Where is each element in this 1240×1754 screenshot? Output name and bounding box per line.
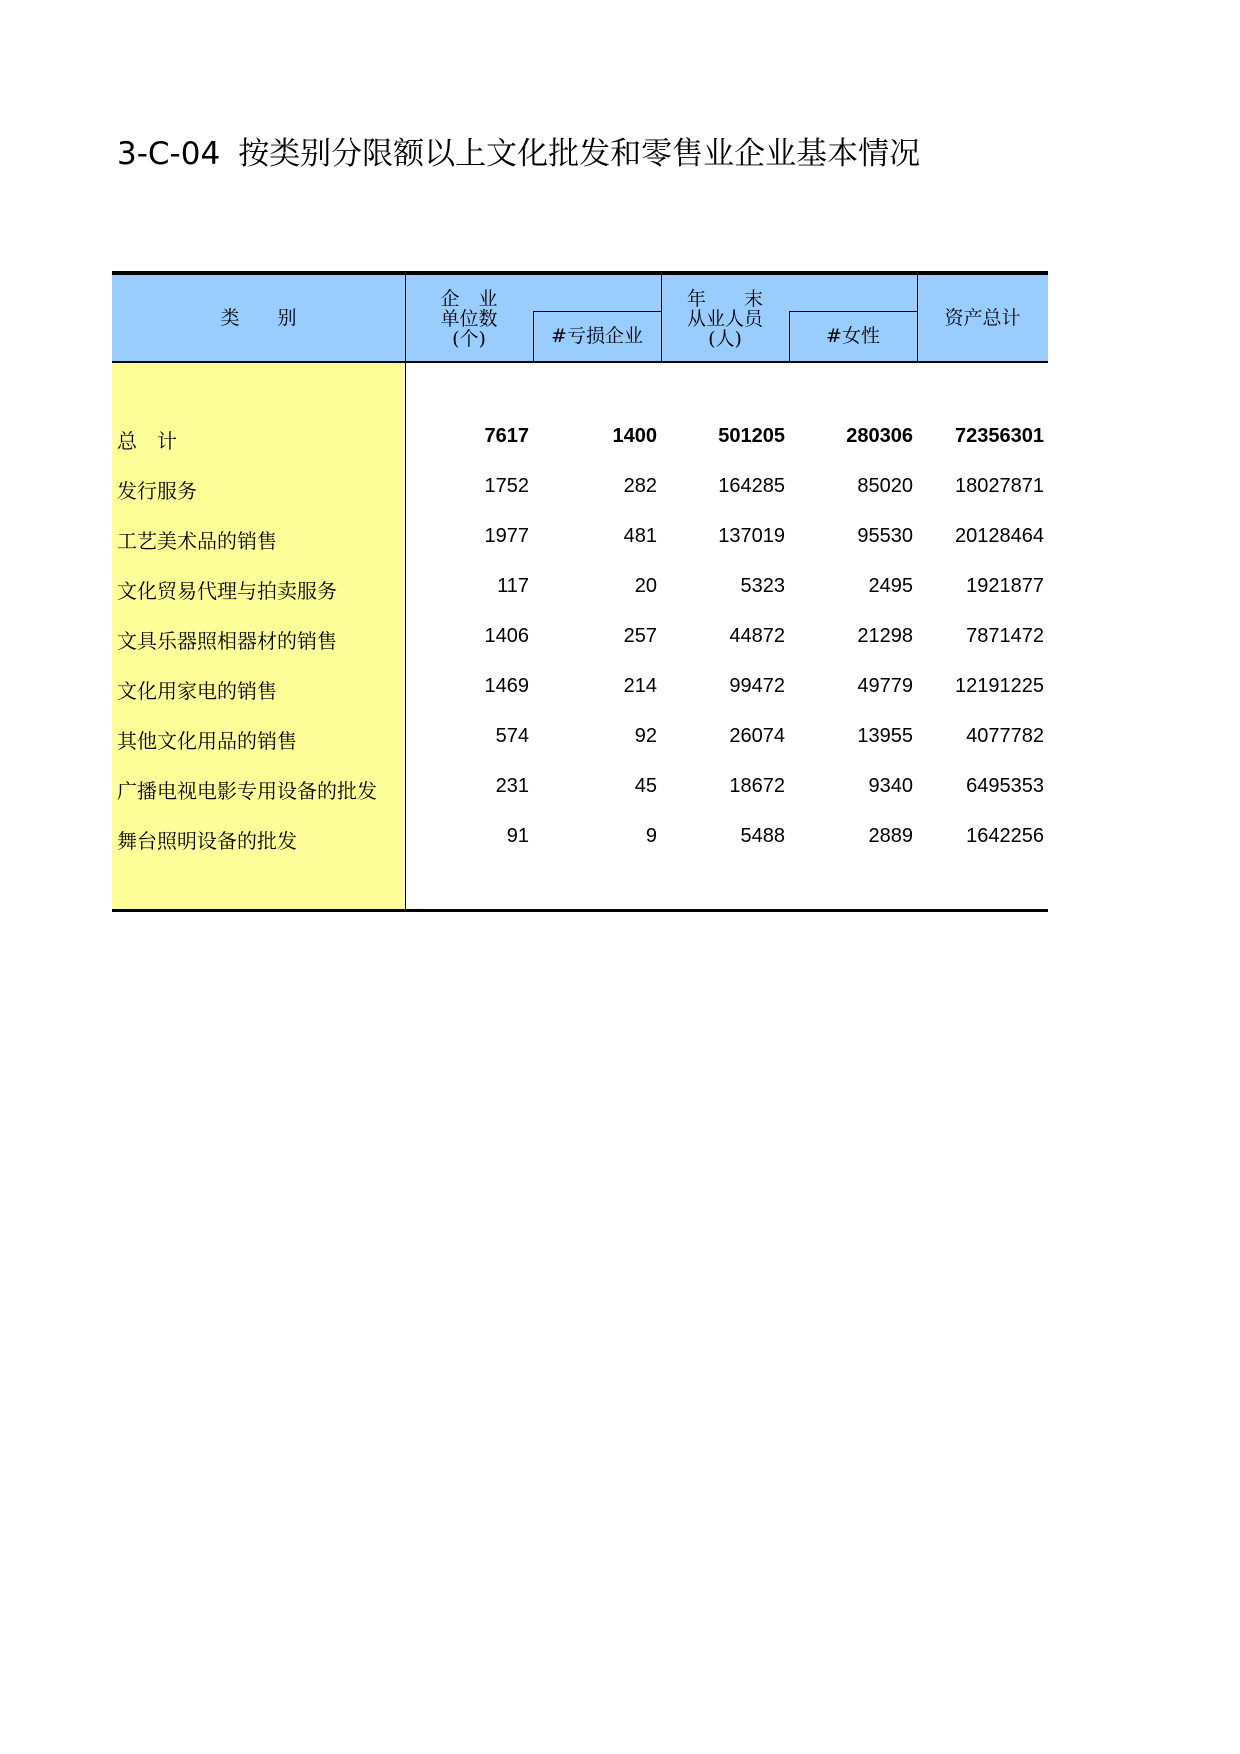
header-subrule [789, 311, 917, 312]
cell-loss: 282 [623, 475, 657, 497]
cell-enterprises: 117 [497, 575, 529, 597]
cell-loss: 1400 [612, 425, 657, 447]
header-enterprise-line2: 单位数 [440, 308, 498, 330]
cell-enterprises: 1469 [484, 675, 529, 697]
table-row [112, 463, 1048, 513]
header-enterprise-line3: (个) [452, 328, 486, 350]
cell-assets: 6495353 [966, 775, 1044, 797]
cell-enterprises: 1752 [484, 475, 529, 497]
cell-employees: 18672 [729, 775, 785, 797]
cell-female: 280306 [846, 425, 913, 447]
cell-enterprises: 1406 [484, 625, 529, 647]
cell-employees: 5323 [740, 575, 785, 597]
header-employees-line3: (人) [708, 328, 742, 350]
table-title: 按类别分限额以上文化批发和零售业企业基本情况 [238, 136, 921, 172]
cell-female: 95530 [857, 525, 913, 547]
cell-employees: 26074 [729, 725, 785, 747]
table-row [112, 663, 1048, 713]
cell-assets: 20128464 [955, 525, 1044, 547]
table-row [112, 613, 1048, 663]
table-row [112, 763, 1048, 813]
cell-loss: 20 [634, 575, 657, 597]
cell-female: 2495 [868, 575, 913, 597]
page-title [117, 128, 920, 173]
cell-enterprises: 574 [495, 725, 529, 747]
cell-female: 21298 [857, 625, 913, 647]
table-row [112, 513, 1048, 563]
table-bottom-rule [112, 909, 1048, 912]
table-row [112, 563, 1048, 613]
cell-employees: 137019 [718, 525, 785, 547]
row-category: 广播电视电影专用设备的批发 [117, 779, 377, 803]
row-category: 文化贸易代理与拍卖服务 [117, 579, 337, 603]
row-category: 发行服务 [117, 479, 197, 503]
header-loss: #亏损企业 [551, 325, 643, 347]
row-category: 舞台照明设备的批发 [117, 829, 297, 853]
header-category: 类 别 [220, 307, 297, 329]
cell-female: 85020 [857, 475, 913, 497]
cell-enterprises: 231 [495, 775, 529, 797]
cell-assets: 4077782 [966, 725, 1044, 747]
cell-loss: 9 [645, 825, 657, 847]
table-body [112, 363, 1048, 909]
cell-assets: 72356301 [955, 425, 1044, 447]
cell-enterprises: 91 [506, 825, 529, 847]
cell-assets: 1642256 [966, 825, 1044, 847]
cell-female: 9340 [868, 775, 913, 797]
cell-employees: 44872 [729, 625, 785, 647]
table-header [112, 275, 1048, 363]
table-code: 3-C-04 [117, 136, 221, 172]
cell-assets: 7871472 [966, 625, 1044, 647]
cell-assets: 12191225 [955, 675, 1044, 697]
cell-female: 49779 [857, 675, 913, 697]
header-female: #女性 [826, 325, 880, 347]
cell-loss: 257 [623, 625, 657, 647]
row-category: 文具乐器照相器材的销售 [117, 629, 337, 653]
cell-loss: 45 [634, 775, 657, 797]
header-employees-line1: 年 末 [686, 288, 763, 310]
cell-loss: 481 [623, 525, 657, 547]
row-category: 其他文化用品的销售 [117, 729, 297, 753]
cell-employees: 501205 [718, 425, 785, 447]
table-row [112, 713, 1048, 763]
cell-employees: 99472 [729, 675, 785, 697]
header-employees-line2: 从业人员 [686, 308, 763, 330]
cell-enterprises: 7617 [484, 425, 529, 447]
row-category: 工艺美术品的销售 [117, 529, 277, 553]
cell-enterprises: 1977 [484, 525, 529, 547]
cell-female: 2889 [868, 825, 913, 847]
cell-employees: 164285 [718, 475, 785, 497]
header-enterprise-line1: 企 业 [440, 288, 498, 310]
cell-assets: 1921877 [966, 575, 1044, 597]
row-category: 总 计 [117, 429, 177, 453]
row-category: 文化用家电的销售 [117, 679, 277, 703]
header-assets: 资产总计 [944, 307, 1021, 329]
table-row [112, 813, 1048, 863]
cell-assets: 18027871 [955, 475, 1044, 497]
cell-loss: 214 [623, 675, 657, 697]
cell-female: 13955 [857, 725, 913, 747]
table-row-total [112, 413, 1048, 463]
header-subrule [533, 311, 661, 312]
cell-employees: 5488 [740, 825, 785, 847]
cell-loss: 92 [634, 725, 657, 747]
